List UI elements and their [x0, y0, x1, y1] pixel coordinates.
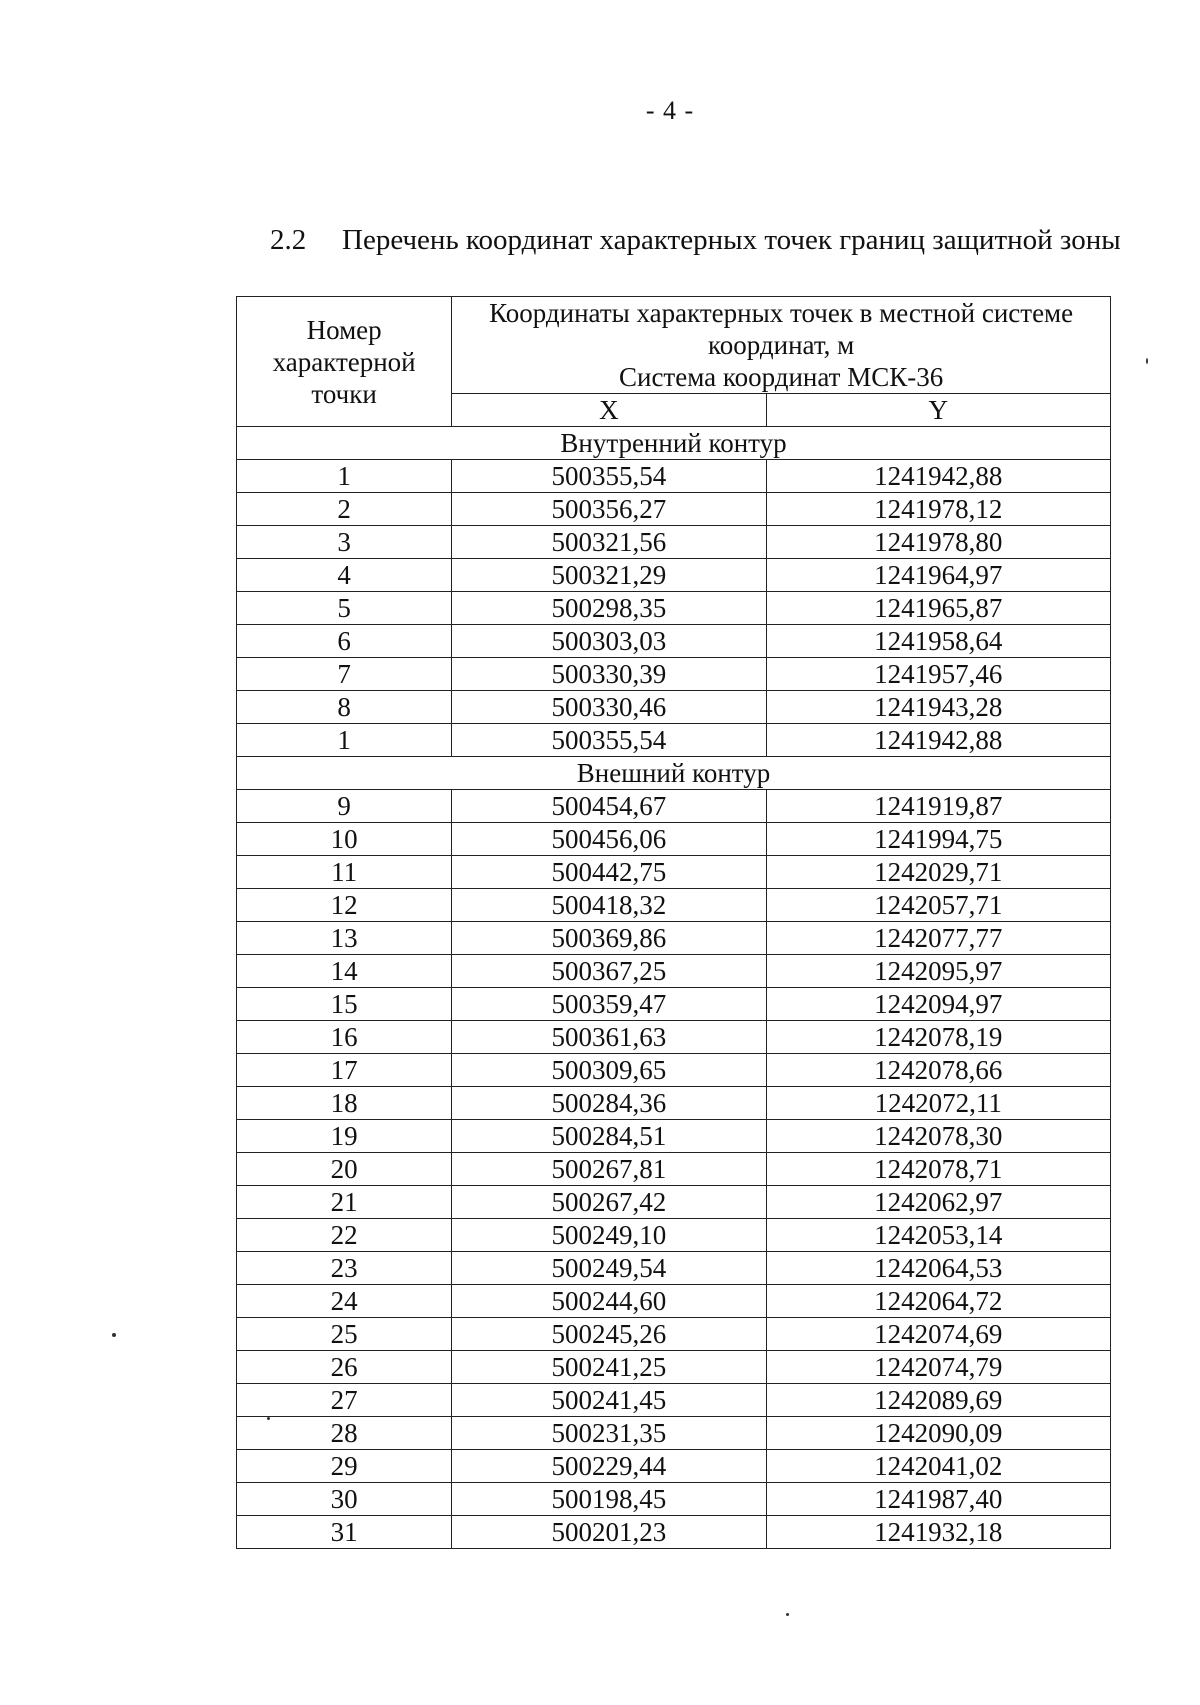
section-title-cell: Внешний контур — [237, 757, 1111, 790]
y-coordinate-cell: 1241964,97 — [766, 559, 1110, 592]
point-number-cell: 28 — [237, 1417, 452, 1450]
table-row — [237, 526, 1111, 559]
y-coordinate-cell: 1242064,53 — [766, 1252, 1110, 1285]
point-number-cell: 23 — [237, 1252, 452, 1285]
y-coordinate-cell: 1242053,14 — [766, 1219, 1110, 1252]
section-row — [237, 427, 1111, 460]
y-coordinate-cell: 1242057,71 — [766, 889, 1110, 922]
table-row — [237, 1483, 1111, 1516]
point-number-cell: 4 — [237, 559, 452, 592]
point-number-cell: 31 — [237, 1516, 452, 1549]
y-coordinate-cell: 1242064,72 — [766, 1285, 1110, 1318]
table-row — [237, 1186, 1111, 1219]
x-coordinate-cell: 500454,67 — [452, 790, 766, 823]
y-coordinate-cell: 1241942,88 — [766, 460, 1110, 493]
x-coordinate-cell: 500321,29 — [452, 559, 766, 592]
x-coordinate-cell: 500355,54 — [452, 460, 766, 493]
table-row — [237, 1219, 1111, 1252]
point-number-cell: 5 — [237, 592, 452, 625]
table-row — [237, 1384, 1111, 1417]
x-coordinate-cell: 500359,47 — [452, 988, 766, 1021]
y-coordinate-cell: 1241943,28 — [766, 691, 1110, 724]
point-number-cell: 26 — [237, 1351, 452, 1384]
y-coordinate-cell: 1242074,79 — [766, 1351, 1110, 1384]
x-coordinate-cell: 500249,10 — [452, 1219, 766, 1252]
point-number-cell: 9 — [237, 790, 452, 823]
y-coordinate-cell: 1242078,19 — [766, 1021, 1110, 1054]
scan-speck — [786, 1613, 789, 1616]
y-coordinate-cell: 1242094,97 — [766, 988, 1110, 1021]
table-row — [237, 1087, 1111, 1120]
table-row — [237, 493, 1111, 526]
x-coordinate-cell: 500244,60 — [452, 1285, 766, 1318]
table-row — [237, 691, 1111, 724]
x-coordinate-cell: 500303,03 — [452, 625, 766, 658]
y-coordinate-cell: 1242074,69 — [766, 1318, 1110, 1351]
y-coordinate-cell: 1241987,40 — [766, 1483, 1110, 1516]
x-coordinate-cell: 500442,75 — [452, 856, 766, 889]
point-number-cell: 1 — [237, 460, 452, 493]
y-coordinate-cell: 1241978,80 — [766, 526, 1110, 559]
y-coordinate-cell: 1241958,64 — [766, 625, 1110, 658]
x-coordinate-cell: 500241,25 — [452, 1351, 766, 1384]
y-coordinate-cell: 1242078,71 — [766, 1153, 1110, 1186]
y-coordinate-cell: 1242078,66 — [766, 1054, 1110, 1087]
point-number-cell: 29 — [237, 1450, 452, 1483]
table-row — [237, 1285, 1111, 1318]
table-row — [237, 790, 1111, 823]
point-number-cell: 2 — [237, 493, 452, 526]
table-row — [237, 592, 1111, 625]
point-number-cell: 13 — [237, 922, 452, 955]
point-number-cell: 6 — [237, 625, 452, 658]
point-number-cell: 7 — [237, 658, 452, 691]
x-coordinate-cell: 500356,27 — [452, 493, 766, 526]
scan-speck — [1146, 358, 1148, 364]
y-coordinate-cell: 1241994,75 — [766, 823, 1110, 856]
y-coordinate-cell: 1241957,46 — [766, 658, 1110, 691]
table-row — [237, 625, 1111, 658]
x-coordinate-cell: 500284,36 — [452, 1087, 766, 1120]
point-number-cell: 21 — [237, 1186, 452, 1219]
table-row — [237, 823, 1111, 856]
point-number-cell: 12 — [237, 889, 452, 922]
x-coordinate-cell: 500201,23 — [452, 1516, 766, 1549]
table-row — [237, 724, 1111, 757]
y-coordinate-cell: 1242072,11 — [766, 1087, 1110, 1120]
header-x: X — [452, 394, 766, 427]
x-coordinate-cell: 500249,54 — [452, 1252, 766, 1285]
table-row — [237, 856, 1111, 889]
x-coordinate-cell: 500245,26 — [452, 1318, 766, 1351]
x-coordinate-cell: 500361,63 — [452, 1021, 766, 1054]
x-coordinate-cell: 500229,44 — [452, 1450, 766, 1483]
table-row — [237, 1516, 1111, 1549]
point-number-cell: 18 — [237, 1087, 452, 1120]
header-coordinates — [452, 297, 1111, 394]
y-coordinate-cell: 1242077,77 — [766, 922, 1110, 955]
table-row — [237, 1351, 1111, 1384]
table-row — [237, 955, 1111, 988]
y-coordinate-cell: 1242062,97 — [766, 1186, 1110, 1219]
point-number-cell: 14 — [237, 955, 452, 988]
section-number: 2.2 — [270, 224, 307, 256]
point-number-cell: 8 — [237, 691, 452, 724]
point-number-cell: 27 — [237, 1384, 452, 1417]
x-coordinate-cell: 500367,25 — [452, 955, 766, 988]
table-row — [237, 1120, 1111, 1153]
x-coordinate-cell: 500456,06 — [452, 823, 766, 856]
header-y: Y — [766, 394, 1110, 427]
x-coordinate-cell: 500330,46 — [452, 691, 766, 724]
x-coordinate-cell: 500418,32 — [452, 889, 766, 922]
point-number-cell: 17 — [237, 1054, 452, 1087]
section-row — [237, 757, 1111, 790]
y-coordinate-cell: 1241919,87 — [766, 790, 1110, 823]
section-title-cell: Внутренний контур — [237, 427, 1111, 460]
y-coordinate-cell: 1242078,30 — [766, 1120, 1110, 1153]
x-coordinate-cell: 500241,45 — [452, 1384, 766, 1417]
x-coordinate-cell: 500309,65 — [452, 1054, 766, 1087]
x-coordinate-cell: 500284,51 — [452, 1120, 766, 1153]
x-coordinate-cell: 500198,45 — [452, 1483, 766, 1516]
table-row — [237, 889, 1111, 922]
y-coordinate-cell: 1242041,02 — [766, 1450, 1110, 1483]
point-number-cell: 11 — [237, 856, 452, 889]
table-row — [237, 559, 1111, 592]
x-coordinate-cell: 500355,54 — [452, 724, 766, 757]
coordinates-table — [236, 296, 1111, 1549]
table-row — [237, 1252, 1111, 1285]
x-coordinate-cell: 500369,86 — [452, 922, 766, 955]
point-number-cell: 3 — [237, 526, 452, 559]
table-row — [237, 1021, 1111, 1054]
point-number-cell: 19 — [237, 1120, 452, 1153]
x-coordinate-cell: 500267,81 — [452, 1153, 766, 1186]
y-coordinate-cell: 1241978,12 — [766, 493, 1110, 526]
y-coordinate-cell: 1242095,97 — [766, 955, 1110, 988]
x-coordinate-cell: 500330,39 — [452, 658, 766, 691]
y-coordinate-cell: 1242090,09 — [766, 1417, 1110, 1450]
header-point-number: Номер характерной точки — [237, 297, 452, 427]
table-row — [237, 1054, 1111, 1087]
point-number-cell: 10 — [237, 823, 452, 856]
table-row — [237, 922, 1111, 955]
table-row — [237, 460, 1111, 493]
x-coordinate-cell: 500231,35 — [452, 1417, 766, 1450]
point-number-cell: 15 — [237, 988, 452, 1021]
y-coordinate-cell: 1241965,87 — [766, 592, 1110, 625]
table-row — [237, 1450, 1111, 1483]
x-coordinate-cell: 500321,56 — [452, 526, 766, 559]
point-number-cell: 24 — [237, 1285, 452, 1318]
point-number-cell: 30 — [237, 1483, 452, 1516]
y-coordinate-cell: 1241942,88 — [766, 724, 1110, 757]
scan-speck — [112, 1333, 116, 1337]
point-number-cell: 16 — [237, 1021, 452, 1054]
point-number-cell: 1 — [237, 724, 452, 757]
table-header-row — [237, 297, 1111, 394]
table-row — [237, 658, 1111, 691]
section-heading — [270, 224, 1121, 257]
y-coordinate-cell: 1241932,18 — [766, 1516, 1110, 1549]
point-number-cell: 20 — [237, 1153, 452, 1186]
table-row — [237, 1318, 1111, 1351]
point-number-cell: 25 — [237, 1318, 452, 1351]
table-row — [237, 1153, 1111, 1186]
x-coordinate-cell: 500267,42 — [452, 1186, 766, 1219]
y-coordinate-cell: 1242089,69 — [766, 1384, 1110, 1417]
scan-speck — [267, 1417, 270, 1420]
page-number: - 4 - — [645, 96, 695, 125]
table-row — [237, 988, 1111, 1021]
header-coordinates-title: Координаты характерных точек в местной системе координат, м — [489, 298, 1074, 360]
table-row — [237, 1417, 1111, 1450]
y-coordinate-cell: 1242029,71 — [766, 856, 1110, 889]
header-coordinate-system: Система координат МСК-36 — [618, 362, 944, 392]
section-title: Перечень координат характерных точек границ защитной зоны — [342, 224, 1121, 256]
x-coordinate-cell: 500298,35 — [452, 592, 766, 625]
point-number-cell: 22 — [237, 1219, 452, 1252]
